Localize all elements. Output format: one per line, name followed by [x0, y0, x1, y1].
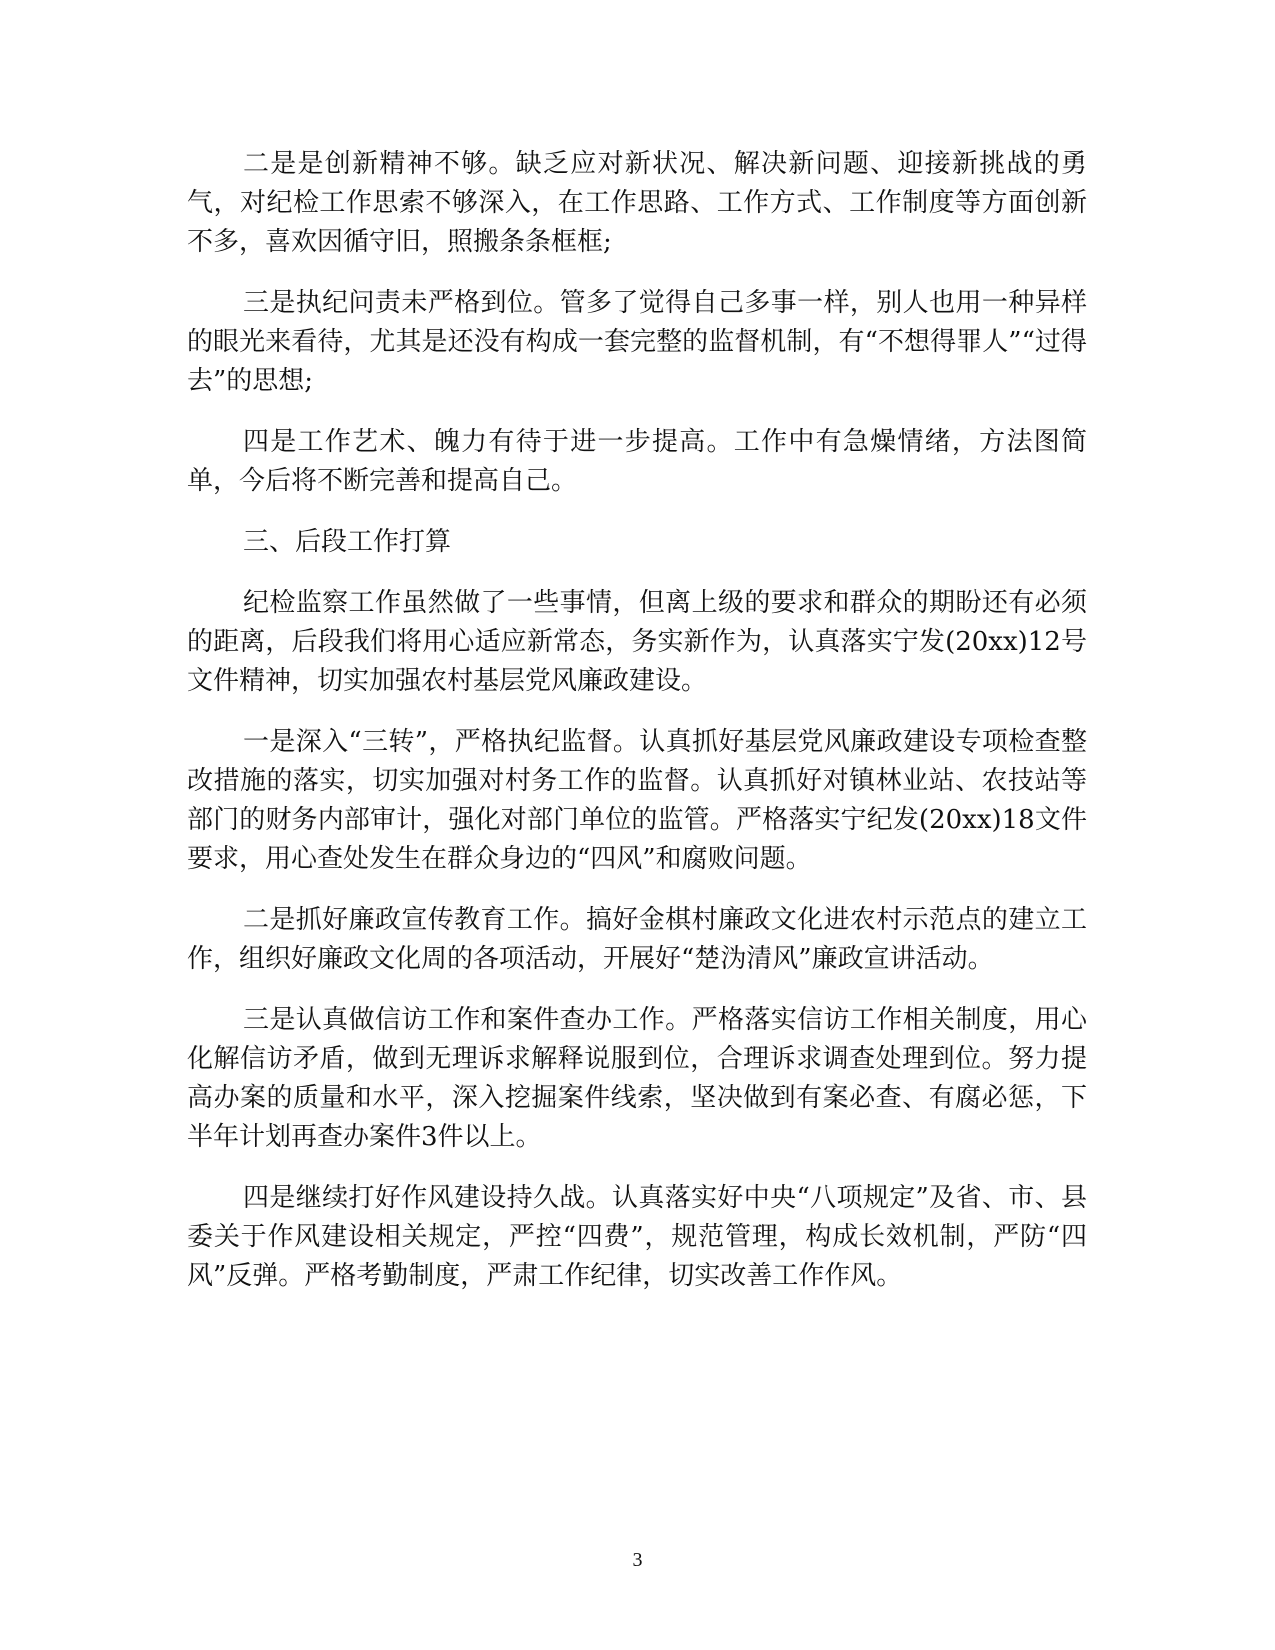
paragraph-plan-supervision: 一是深入“三转”，严格执纪监督。认真抓好基层党风廉政建设专项检查整改措施的落实，切实加强对村务工作的监督。认真抓好对镇林业站、农技站等部门的财务内部审计，强化对部门单位的监管。严格落实宁纪发(20xx)18文件要求，用心查处发生在群众身边的“四风”和腐败问题。 [187, 727, 1087, 874]
document-body [187, 145, 1087, 1318]
paragraph-plan-education: 二是抓好廉政宣传教育工作。搞好金棋村廉政文化进农村示范点的建立工作，组织好廉政文化周的各项活动，开展好“楚沩清风”廉政宣讲活动。 [187, 905, 1087, 974]
section-heading-plans: 三、后段工作打算 [243, 527, 452, 557]
paragraph-plans-intro: 纪检监察工作虽然做了一些事情，但离上级的要求和群众的期盼还有必须的距离，后段我们将用心适应新常态，务实新作为，认真落实宁发(20xx)12号文件精神，切实加强农村基层党风廉政建设。 [187, 588, 1087, 696]
paragraph-discipline-accountability: 三是执纪问责未严格到位。管多了觉得自己多事一样，别人也用一种异样的眼光来看待，尤其是还没有构成一套完整的监督机制，有“不想得罪人”“过得去”的思想; [187, 288, 1087, 396]
paragraph-work-skill: 四是工作艺术、魄力有待于进一步提高。工作中有急燥情绪，方法图简单，今后将不断完善和提高自己。 [187, 427, 1087, 496]
paragraph-innovation: 二是是创新精神不够。缺乏应对新状况、解决新问题、迎接新挑战的勇气，对纪检工作思索不够深入，在工作思路、工作方式、工作制度等方面创新不多，喜欢因循守旧，照搬条条框框; [187, 149, 1087, 257]
page-number: 3 [632, 1549, 643, 1571]
paragraph-plan-work-style: 四是继续打好作风建设持久战。认真落实好中央“八项规定”及省、市、县委关于作风建设相关规定，严控“四费”，规范管理，构成长效机制，严防“四风”反弹。严格考勤制度，严肃工作纪律，切实改善工作作风。 [187, 1183, 1087, 1291]
paragraph-plan-petitions: 三是认真做信访工作和案件查办工作。严格落实信访工作相关制度，用心化解信访矛盾，做到无理诉求解释说服到位，合理诉求调查处理到位。努力提高办案的质量和水平，深入挖掘案件线索，坚决做到有案必查、有腐必惩，下半年计划再查办案件3件以上。 [187, 1005, 1087, 1152]
